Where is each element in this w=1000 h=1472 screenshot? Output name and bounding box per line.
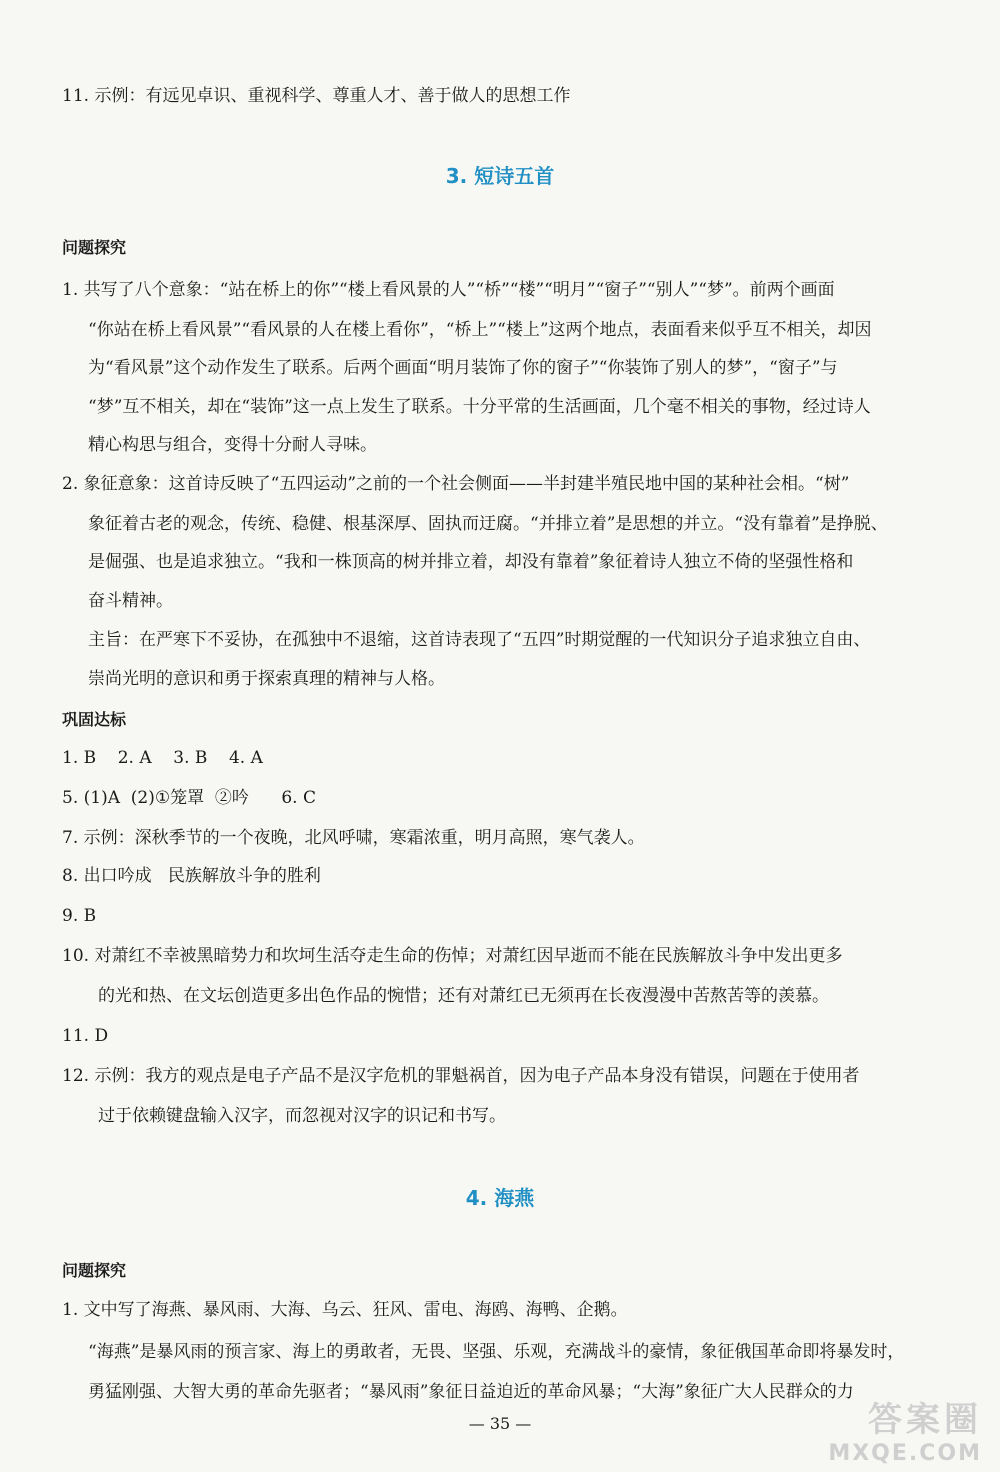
answer-text: 9. B — [62, 906, 97, 926]
page-number: — 35 — — [468, 1414, 532, 1433]
section-heading-3: 3. 短诗五首 — [445, 164, 555, 188]
answer-text: 11. D — [62, 1026, 109, 1046]
site-watermark-logo — [792, 1392, 982, 1464]
answer-text: 1. 文中写了海燕、暴风雨、大海、乌云、狂风、雷电、海鸥、海鸭、企鹅。 — [62, 1300, 628, 1320]
answer-text: 10. 对萧红不幸被黑暗势力和坎坷生活夺走生命的伤悼；对萧红因早逝而不能在民族解放斗争中发出更多 — [62, 946, 843, 966]
subheading-wentitanjiu: 问题探究 — [62, 238, 127, 257]
answer-text: 12. 示例：我方的观点是电子产品不是汉字危机的罪魁祸首，因为电子产品本身没有错误，问题在于使用者 — [62, 1066, 860, 1086]
answer-text: 精心构思与组合，变得十分耐人寻味。 — [88, 435, 377, 455]
answer-text: 崇尚光明的意识和勇于探索真理的精神与人格。 — [88, 669, 445, 689]
answer-text: 2. 象征意象：这首诗反映了“五四运动”之前的一个社会侧面——半封建半殖民地中国的某种社会相。“树” — [62, 474, 850, 494]
answer-text: 1. 共写了八个意象：“站在桥上的你”“楼上看风景的人”“桥”“楼”“明月”“窗子”“别人”“梦”。前两个画面 — [62, 280, 835, 300]
answer-text: 5. (1)A (2)①笼罩 ②吟 6. C — [62, 788, 316, 808]
answer-text: 为“看风景”这个动作发生了联系。后两个画面“明月装饰了你的窗子”“你装饰了别人的梦”，“窗子”与 — [88, 358, 838, 378]
answer-text: “你站在桥上看风景”“看风景的人在楼上看你”，“桥上”“楼上”这两个地点，表面看来似乎互不相关，却因 — [88, 320, 872, 340]
answer-text: 是倔强、也是追求独立。“我和一株顶高的树并排立着，却没有靠着”象征着诗人独立不倚的坚强性格和 — [88, 552, 854, 572]
answer-text: 7. 示例：深秋季节的一个夜晚，北风呼啸，寒霜浓重，明月高照，寒气袭人。 — [62, 828, 645, 848]
section-heading-4: 4. 海燕 — [465, 1186, 535, 1210]
answer-text: 1. B 2. A 3. B 4. A — [62, 748, 263, 768]
answer-text: 象征着古老的观念，传统、稳健、根基深厚、固执而迂腐。“并排立着”是思想的并立。“没有靠着”是挣脱、 — [88, 514, 888, 534]
answer-text: 奋斗精神。 — [88, 591, 173, 611]
answer-text: 过于依赖键盘输入汉字，而忽视对汉字的识记和书写。 — [98, 1106, 506, 1126]
answer-text: 主旨：在严寒下不妥协，在孤独中不退缩，这首诗表现了“五四”时期觉醒的一代知识分子追求独立自由、 — [88, 630, 871, 650]
answer-text: 的光和热、在文坛创造更多出色作品的惋惜；还有对萧红已无须再在长夜漫漫中苦熬苦等的羡慕。 — [98, 986, 829, 1006]
answer-text: “海燕”是暴风雨的预言家、海上的勇敢者，无畏、坚强、乐观，充满战斗的豪情，象征俄国革命即将暴发时， — [88, 1342, 905, 1362]
subheading-wentitanjiu-2: 问题探究 — [62, 1261, 127, 1280]
answer-text: 11. 示例：有远见卓识、重视科学、尊重人才、善于做人的思想工作 — [62, 86, 571, 106]
answer-text: 勇猛刚强、大智大勇的革命先驱者；“暴风雨”象征日益迫近的革命风暴；“大海”象征广大人民群众的力 — [88, 1382, 854, 1402]
subheading-gonggudabiao: 巩固达标 — [62, 710, 127, 729]
watermark-bottom: MXQE.COM — [828, 1441, 982, 1466]
watermark-top: 答案圈 — [868, 1400, 982, 1440]
answer-text: 8. 出口吟成 民族解放斗争的胜利 — [62, 866, 321, 886]
answer-text: “梦”互不相关，却在“装饰”这一点上发生了联系。十分平常的生活画面，几个毫不相关的事物，经过诗人 — [88, 397, 871, 417]
